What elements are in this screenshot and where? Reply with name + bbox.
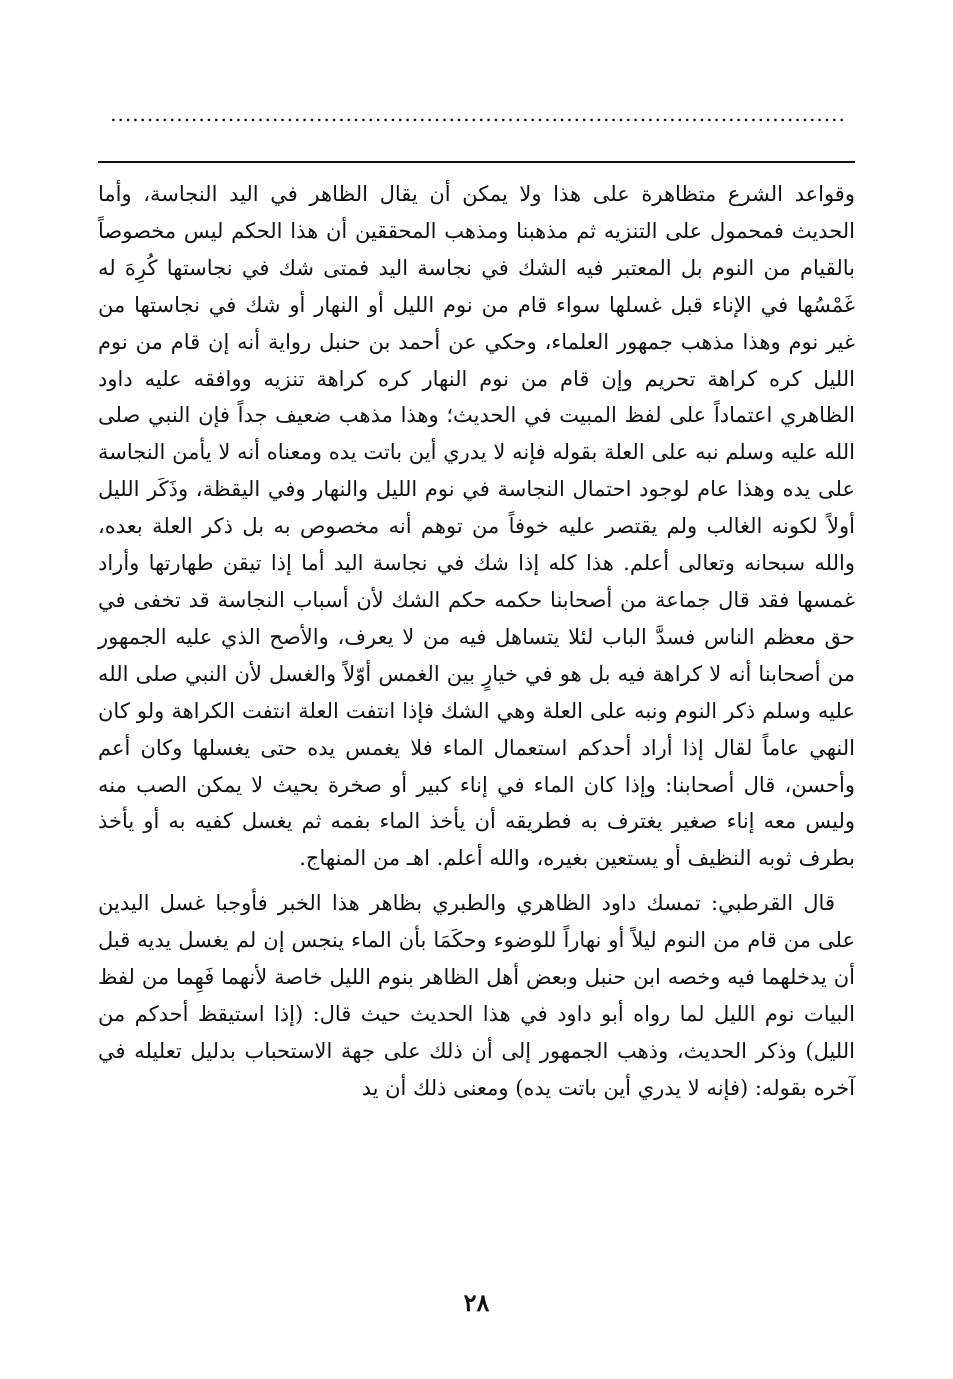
- header-rule: [98, 161, 855, 163]
- header-dotted-line: ....................................................................................................: [110, 102, 846, 126]
- paragraph-2: قال القرطبي: تمسك داود الظاهري والطبري بظاهر هذا الخبر فأوجبا غسل اليدين على من قام من النوم ليلاً أو نهاراً للوضوء وحكَمَا بأن الماء ينجس إن لم يغسل يديه قبل أن يدخلهما فيه وخصه ابن حنبل وبعض أهل الظاهر بنوم الليل خاصة لأنهما فَهِما من لفظ البيات نوم الليل لما رواه أبو داود في هذا الحديث حيث قال: (إذا استيقظ أحدكم من الليل) وذكر الحديث، وذهب الجمهور إلى أن ذلك على جهة الاستحباب بدليل تعليله في آخره بقوله: (فإنه لا يدري أين باتت يده) ومعنى ذلك أن يد: [98, 891, 855, 1100]
- body-text: [98, 176, 855, 1107]
- paragraph-1: وقواعد الشرع متظاهرة على هذا ولا يمكن أن يقال الظاهر في اليد النجاسة، وأما الحديث فمحمول على التنزيه ثم مذهبنا ومذهب المحققين أن هذا الحكم ليس مخصوصاً بالقيام من النوم بل المعتبر فيه الشك في نجاسة اليد فمتى شك في نجاستها كُرِهَ له غَمْسُها في الإناء قبل غسلها سواء قام من نوم الليل أو النهار أو شك في نجاستها من غير نوم وهذا مذهب جمهور العلماء، وحكي عن أحمد بن حنبل رواية أنه إن قام من نوم الليل كره كراهة تحريم وإن قام من نوم النهار كره كراهة تنزيه ووافقه عليه داود الظاهري اعتماداً على لفظ المبيت في الحديث؛ وهذا مذهب ضعيف جداً فإن النبي صلى الله عليه وسلم نبه على العلة بقوله فإنه لا يدري أين باتت يده ومعناه أنه لا يأمن النجاسة على يده وهذا عام لوجود احتمال النجاسة في نوم الليل والنهار وفي اليقظة، وذَكَر الليل أولاً لكونه الغالب ولم يقتصر عليه خوفاً من توهم أنه مخصوص به بل ذكر العلة بعده، والله سبحانه وتعالى أعلم. هذا كله إذا شك في نجاسة اليد أما إذا تيقن طهارتها وأراد غمسها فقد قال جماعة من أصحابنا حكمه حكم الشك لأن أسباب النجاسة قد تخفى في حق معظم الناس فسدَّ الباب لئلا يتساهل فيه من لا يعرف، والأصح الذي عليه الجمهور من أصحابنا أنه لا كراهة فيه بل هو في خيارٍ بين الغمس أوّلاً والغسل لأن النبي صلى الله عليه وسلم ذكر النوم ونبه على العلة وهي الشك فإذا انتفت العلة انتفت الكراهة ولو كان النهي عاماً لقال إذا أراد أحدكم استعمال الماء فلا يغمس يده حتى يغسلها وكان أعم وأحسن، قال أصحابنا: وإذا كان الماء في إناء كبير أو صخرة بحيث لا يمكن الصب منه وليس معه إناء صغير يغترف به فطريقه أن يأخذ الماء بفمه ثم يغسل كفيه به أو يأخذ بطرف ثوبه النظيف أو يستعين بغيره، والله أعلم. اهـ من المنهاج.: [98, 182, 855, 871]
- page-number: ٢٨: [463, 1288, 490, 1317]
